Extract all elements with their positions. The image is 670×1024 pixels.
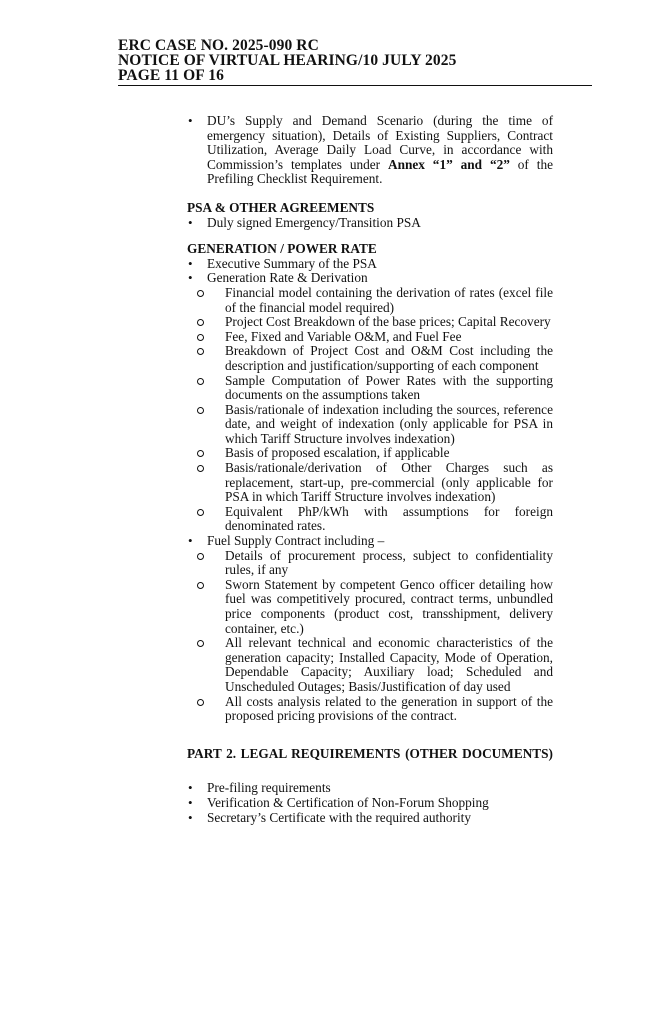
sublist-item: Basis/rationale of indexation including the sources, reference date, and weight of indexation (only applicable for PSA in which Tariff Structure involves indexation) <box>196 403 553 447</box>
generation-section-heading: GENERATION / POWER RATE <box>187 241 377 257</box>
annex-reference: Annex “1” and “2” <box>387 156 510 172</box>
fuel-sublist <box>187 549 553 724</box>
list-item-executive-summary: • Executive Summary of the PSA <box>187 257 553 272</box>
document-body <box>187 114 553 825</box>
sublist-item: Fee, Fixed and Variable O&M, and Fuel Fee <box>196 330 553 345</box>
generation-list <box>187 257 553 724</box>
intro-list <box>187 114 553 187</box>
header-page-number: PAGE 11 OF 16 <box>118 67 224 84</box>
sublist-item: Sworn Statement by competent Genco officer detailing how fuel was competitively procured, contract terms, unbundled price components (product cost, transshipment, delivery container, etc.) <box>196 578 553 636</box>
list-item-generation-rate: • Generation Rate & Derivation Financial model containing the derivation of rates (excel file of the financial model required) Project Cost Breakdown of the base prices; Capital Recovery Fee, Fixed and Variable O&M, and Fuel Fee Breakdown of Project Cost and O&M Cost including the description and justification/supporting of each component Sample Computation of Power Rates with the supporting documents on the assumptions taken Basis/rationale of indexation including the sources, reference date, and weight of indexation (only applicable for PSA in which Tariff Structure involves indexation) Basis of proposed escalation, if applicable Basis/rationale/derivation of Other Charges such as replacement, start-up, pre-commercial (only applicable for PSA in which Tariff Structure involves indexation) Equivalent PhP/kWh with assumptions for foreign denominated rates. <box>187 271 553 534</box>
sublist-item: Basis of proposed escalation, if applicable <box>196 446 553 461</box>
part2-list <box>187 781 553 825</box>
sublist-item: Project Cost Breakdown of the base prices; Capital Recovery <box>196 315 553 330</box>
sublist-item: All relevant technical and economic characteristics of the generation capacity; Installed Capacity, Mode of Operation, Dependable Capacity; Auxiliary load; Scheduled and Unscheduled Outages; Basis/Justification of day used <box>196 636 553 694</box>
intro-item-supply-demand: • DU’s Supply and Demand Scenario (during the time of emergency situation), Details of Existing Suppliers, Contract Utilization, Average Daily Load Curve, in accordance with Commission’s templates under Annex “1” and “2” of the Prefiling Checklist Requirement. <box>187 114 553 187</box>
sublist-item: All costs analysis related to the generation in support of the proposed pricing provisions of the contract. <box>196 695 553 724</box>
psa-section-heading: PSA & OTHER AGREEMENTS <box>187 199 375 215</box>
list-item: • Duly signed Emergency/Transition PSA <box>187 216 553 231</box>
sublist-item: Breakdown of Project Cost and O&M Cost including the description and justification/supporting of each component <box>196 344 553 373</box>
rate-sublist <box>187 286 553 534</box>
sublist-item: Details of procurement process, subject to confidentiality rules, if any <box>196 549 553 578</box>
sublist-item: Equivalent PhP/kWh with assumptions for foreign denominated rates. <box>196 505 553 534</box>
sublist-item: Sample Computation of Power Rates with the supporting documents on the assumptions taken <box>196 374 553 403</box>
list-item-fuel-supply: • Fuel Supply Contract including – Details of procurement process, subject to confidentiality rules, if any Sworn Statement by competent Genco officer detailing how fuel was competitively procured, contract terms, unbundled price components (product cost, transshipment, delivery container, etc.) All relevant technical and economic characteristics of the generation capacity; Installed Capacity, Mode of Operation, Dependable Capacity; Auxiliary load; Scheduled and Unscheduled Outages; Basis/Justification of day used All costs analysis related to the generation in support of the proposed pricing provisions of the contract. <box>187 534 553 724</box>
page-header <box>118 38 592 86</box>
sublist-item: Basis/rationale/derivation of Other Charges such as replacement, start-up, pre-commercial (only applicable for PSA in which Tariff Structure involves indexation) <box>196 461 553 505</box>
part2-heading: PART 2. LEGAL REQUIREMENTS (OTHER DOCUMENTS) <box>187 745 553 761</box>
header-notice-title: NOTICE OF VIRTUAL HEARING/10 JULY 2025 <box>118 52 457 69</box>
sublist-item: Financial model containing the derivation of rates (excel file of the financial model required) <box>196 286 553 315</box>
list-item: • Secretary’s Certificate with the required authority <box>187 811 553 826</box>
list-item: • Pre-filing requirements <box>187 781 553 796</box>
psa-list <box>187 216 553 231</box>
list-item: • Verification & Certification of Non-Forum Shopping <box>187 796 553 811</box>
header-case-number: ERC CASE NO. 2025-090 RC <box>118 37 319 54</box>
